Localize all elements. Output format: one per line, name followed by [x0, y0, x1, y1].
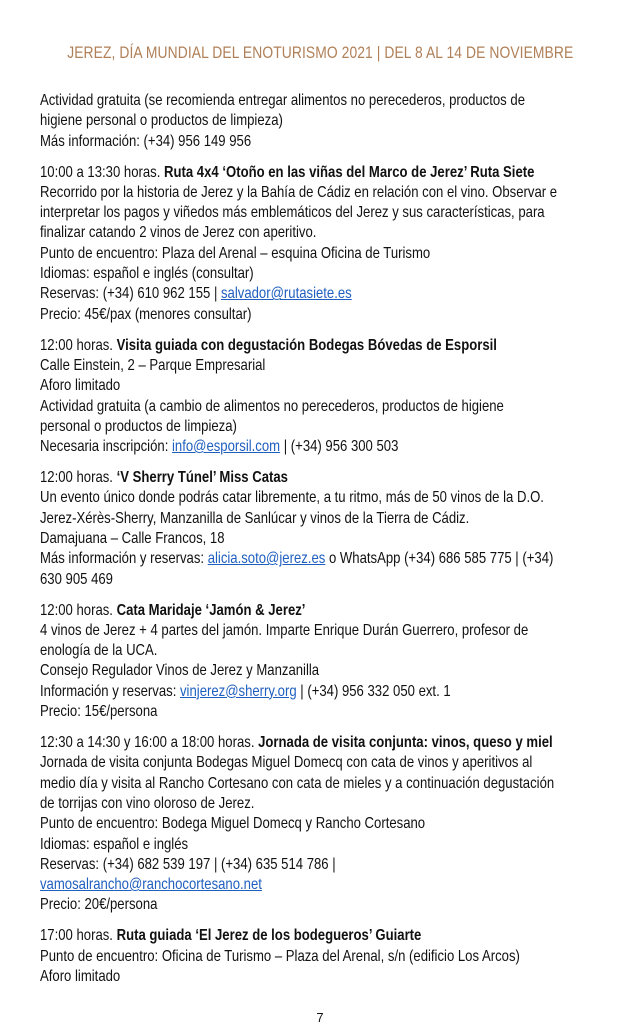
- text-line: [40, 203, 606, 223]
- text-segment: Precio: 45€/pax (menores consultar): [40, 305, 252, 323]
- text-line: [40, 509, 606, 529]
- text-segment: 4 vinos de Jerez + 4 partes del jamón. Imparte Enrique Durán Guerrero, profesor de: [40, 621, 529, 639]
- text-line: [40, 397, 606, 417]
- text-line: [40, 163, 606, 183]
- text-segment: 17:00 horas.: [40, 927, 117, 945]
- text-line: [40, 947, 606, 967]
- text-segment: | (+34) 956 332 050 ext. 1: [296, 682, 451, 700]
- text-segment: 630 905 469: [40, 570, 113, 588]
- text-line: [40, 305, 606, 325]
- text-line: [40, 641, 606, 661]
- event-title: Ruta guiada ‘El Jerez de los bodegueros’ Guiarte: [116, 927, 422, 945]
- text-segment: Calle Einstein, 2 – Parque Empresarial: [40, 356, 266, 374]
- event-section: [40, 926, 606, 987]
- text-segment: Damajuana – Calle Francos, 18: [40, 530, 225, 547]
- text-line: [40, 814, 606, 834]
- text-line: [40, 926, 606, 946]
- text-segment: Precio: 20€/persona: [40, 896, 158, 914]
- text-line: [40, 570, 606, 590]
- text-line: [40, 835, 606, 855]
- text-line: [40, 468, 606, 488]
- text-line: [40, 284, 606, 304]
- text-segment: 12:30 a 14:30 y 16:00 a 18:00 horas.: [40, 734, 259, 752]
- text-segment: Información y reservas:: [40, 682, 181, 700]
- event-title: ‘V Sherry Túnel’ Miss Catas: [116, 469, 288, 487]
- text-segment: Punto de encuentro: Bodega Miguel Domecq y Rancho Cortesano: [40, 815, 426, 833]
- event-title: Visita guiada con degustación Bodegas Bóvedas de Esporsil: [116, 336, 497, 354]
- text-segment: 12:00 horas.: [40, 469, 117, 487]
- text-segment: Más información: (+34) 956 149 956: [40, 132, 252, 150]
- text-segment: finalizar catando 2 vinos de Jerez con aperitivo.: [40, 224, 317, 242]
- text-segment: higiene personal o productos de limpieza): [40, 112, 283, 130]
- page-number: 7: [316, 1010, 324, 1025]
- text-line: [40, 336, 606, 356]
- text-line: [40, 376, 606, 396]
- text-segment: Punto de encuentro: Plaza del Arenal – esquina Oficina de Turismo: [40, 244, 431, 262]
- text-segment: enología de la UCA.: [40, 642, 158, 660]
- text-line: [40, 621, 606, 641]
- text-line: [40, 967, 606, 987]
- text-line: [40, 895, 606, 915]
- text-segment: Actividad gratuita (se recomienda entregar alimentos no perecederos, productos de: [40, 92, 525, 109]
- event-title: Cata Maridaje ‘Jamón & Jerez’: [116, 601, 306, 619]
- email-link[interactable]: vamosalrancho@ranchocortesano.net: [40, 876, 262, 894]
- text-line: [40, 875, 606, 895]
- text-line: [40, 661, 606, 681]
- event-section: [40, 601, 606, 723]
- text-line: [40, 549, 606, 569]
- text-line: [40, 774, 606, 794]
- event-section: [40, 91, 606, 152]
- text-segment: Idiomas: español e inglés (consultar): [40, 265, 254, 283]
- text-line: [40, 529, 606, 549]
- event-section: [40, 163, 606, 325]
- text-segment: | (+34) 956 300 503: [280, 438, 399, 456]
- text-line: [40, 417, 606, 437]
- text-line: [40, 264, 606, 284]
- text-line: [40, 437, 606, 457]
- event-title: Ruta 4x4 ‘Otoño en las viñas del Marco de Jerez’ Ruta Siete: [164, 163, 535, 181]
- text-segment: medio día y visita al Rancho Cortesano con cata de mieles y a continuación degustación: [40, 774, 555, 792]
- text-segment: Punto de encuentro: Oficina de Turismo – Plaza del Arenal, s/n (edificio Los Arcos): [40, 947, 520, 965]
- text-line: [40, 91, 606, 111]
- text-line: [40, 356, 606, 376]
- text-segment: Jornada de visita conjunta Bodegas Miguel Domecq con cata de vinos y aperitivos al: [40, 754, 533, 772]
- text-line: [40, 132, 606, 152]
- text-segment: Necesaria inscripción:: [40, 438, 172, 456]
- text-line: [40, 183, 606, 203]
- text-segment: Reservas: (+34) 682 539 197 | (+34) 635 514 786 |: [40, 855, 336, 873]
- text-segment: Más información y reservas:: [40, 550, 208, 568]
- text-segment: Aforo limitado: [40, 968, 121, 985]
- text-segment: de torrijas con vino oloroso de Jerez.: [40, 794, 255, 812]
- text-line: [40, 855, 606, 875]
- text-segment: Idiomas: español e inglés: [40, 835, 189, 853]
- event-section: [40, 733, 606, 916]
- text-line: [40, 244, 606, 264]
- text-line: [40, 753, 606, 773]
- email-link[interactable]: alicia.soto@jerez.es: [207, 550, 326, 568]
- email-link[interactable]: vinjerez@sherry.org: [180, 682, 297, 700]
- text-segment: 12:00 horas.: [40, 601, 117, 619]
- text-segment: Aforo limitado: [40, 377, 121, 395]
- event-section: [40, 336, 606, 458]
- header-title: JEREZ, DÍA MUNDIAL DEL ENOTURISMO 2021 | DEL 8 AL 14 DE NOVIEMBRE: [66, 44, 574, 62]
- text-line: [40, 682, 606, 702]
- page-header: [0, 44, 640, 63]
- text-segment: Jerez-Xérès-Sherry, Manzanilla de Sanlúcar y vinos de la Tierra de Cádiz.: [40, 509, 470, 527]
- text-line: [40, 733, 606, 753]
- text-segment: interpretar los pagos y viñedos más emblemáticos del Jerez y sus características, para: [40, 204, 545, 222]
- email-link[interactable]: salvador@rutasiete.es: [221, 285, 352, 303]
- text-segment: Precio: 15€/persona: [40, 703, 158, 721]
- text-segment: Reservas: (+34) 610 962 155 |: [40, 285, 222, 303]
- text-line: [40, 488, 606, 508]
- text-line: [40, 223, 606, 243]
- text-segment: Un evento único donde podrás catar libremente, a tu ritmo, más de 50 vinos de la D.O.: [40, 489, 544, 507]
- text-segment: 10:00 a 13:30 horas.: [40, 163, 165, 181]
- event-section: [40, 468, 606, 590]
- text-segment: 12:00 horas.: [40, 336, 117, 354]
- event-list: [40, 91, 606, 998]
- text-segment: o WhatsApp (+34) 686 585 775 | (+34): [325, 550, 554, 568]
- text-line: [40, 702, 606, 722]
- text-segment: Consejo Regulador Vinos de Jerez y Manzanilla: [40, 662, 320, 680]
- text-line: [40, 794, 606, 814]
- text-segment: Recorrido por la historia de Jerez y la Bahía de Cádiz en relación con el vino. Observar e: [40, 183, 558, 201]
- text-segment: personal o productos de limpieza): [40, 417, 237, 435]
- text-line: [40, 111, 606, 131]
- text-segment: Actividad gratuita (a cambio de alimentos no perecederos, productos de higiene: [40, 397, 504, 415]
- event-title: Jornada de visita conjunta: vinos, queso y miel: [258, 734, 553, 752]
- email-link[interactable]: info@esporsil.com: [171, 438, 281, 456]
- text-line: [40, 601, 606, 621]
